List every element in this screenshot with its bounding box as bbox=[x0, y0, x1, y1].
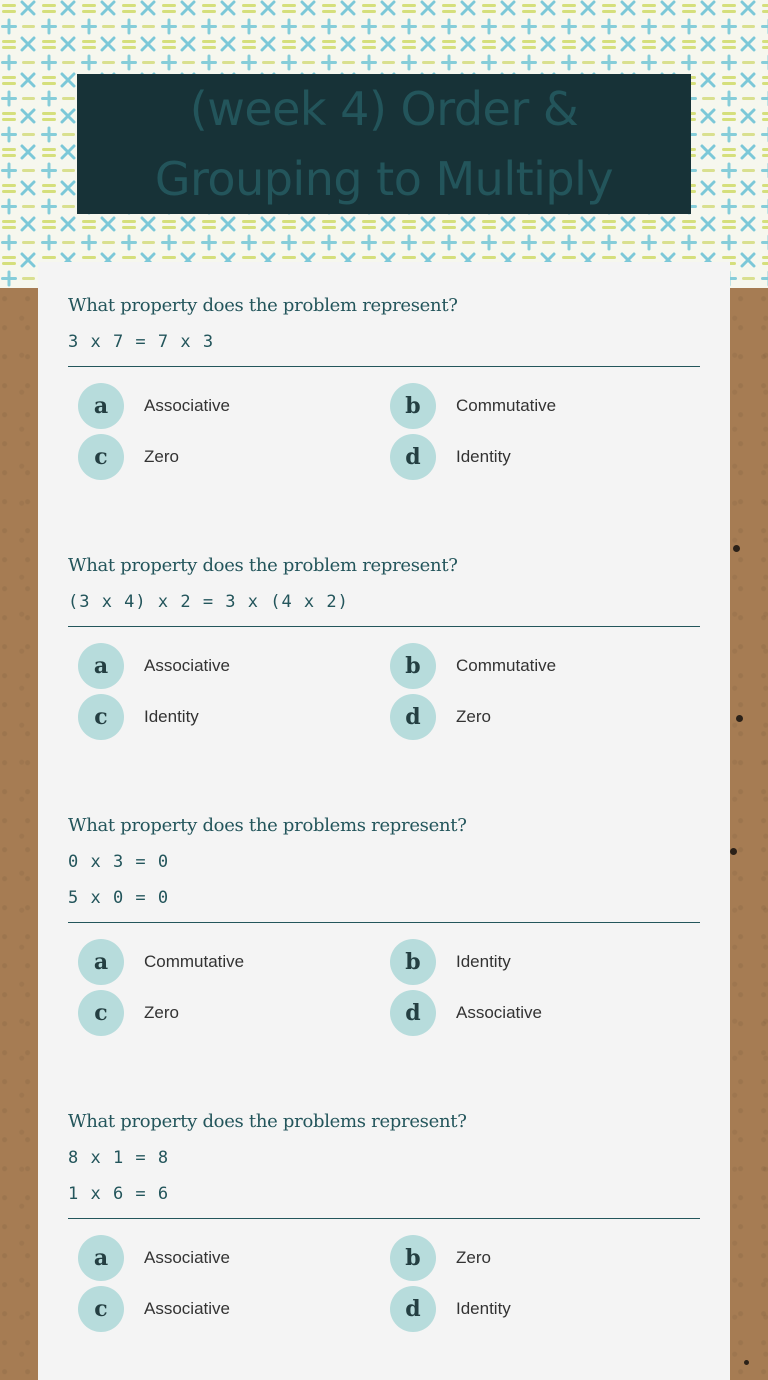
question-prompt: What property does the problems represent? bbox=[68, 815, 467, 836]
answer-option-d[interactable] bbox=[390, 1286, 690, 1332]
question-equation: 8 x 1 = 8 bbox=[68, 1148, 170, 1168]
answer-option-a[interactable] bbox=[78, 383, 378, 429]
answer-text: Associative bbox=[456, 1003, 542, 1022]
answer-letter-bubble: b bbox=[390, 939, 436, 985]
answer-letter-bubble: c bbox=[78, 694, 124, 740]
answer-text: Zero bbox=[456, 707, 491, 726]
answer-option-a[interactable] bbox=[78, 643, 378, 689]
answer-text: Associative bbox=[144, 1299, 230, 1318]
question-1 bbox=[68, 288, 700, 477]
answer-option-c[interactable] bbox=[78, 990, 378, 1036]
answer-text: Identity bbox=[456, 1299, 511, 1318]
answer-letter-bubble: a bbox=[78, 1235, 124, 1281]
answer-text: Commutative bbox=[144, 952, 245, 971]
answer-text: Commutative bbox=[456, 656, 557, 675]
worksheet-title-banner bbox=[77, 74, 691, 214]
question-4 bbox=[68, 1104, 700, 1329]
cork-speck bbox=[736, 715, 743, 722]
answer-letter-bubble: c bbox=[78, 990, 124, 1036]
cork-speck bbox=[730, 848, 737, 855]
question-equation: (3 x 4) x 2 = 3 x (4 x 2) bbox=[68, 592, 349, 612]
answer-letter-bubble: a bbox=[78, 939, 124, 985]
answer-text: Zero bbox=[144, 447, 179, 466]
question-equation: 0 x 3 = 0 bbox=[68, 852, 170, 872]
answer-letter-bubble: d bbox=[390, 990, 436, 1036]
question-3 bbox=[68, 808, 700, 1033]
answer-text: Identity bbox=[456, 952, 511, 971]
answer-option-d[interactable] bbox=[390, 694, 690, 740]
answer-option-d[interactable] bbox=[390, 990, 690, 1036]
answer-text: Zero bbox=[456, 1248, 491, 1267]
cork-speck bbox=[744, 1360, 749, 1365]
answer-letter-bubble: a bbox=[78, 643, 124, 689]
answer-letter-bubble: d bbox=[390, 1286, 436, 1332]
question-equation: 1 x 6 = 6 bbox=[68, 1184, 170, 1204]
answer-option-b[interactable] bbox=[390, 383, 690, 429]
answer-text: Commutative bbox=[456, 396, 557, 415]
answer-letter-bubble: c bbox=[78, 434, 124, 480]
answer-letter-bubble: b bbox=[390, 643, 436, 689]
answer-letter-bubble: b bbox=[390, 383, 436, 429]
answer-choices bbox=[68, 627, 700, 737]
answer-choices bbox=[68, 1219, 700, 1329]
answer-option-b[interactable] bbox=[390, 643, 690, 689]
answer-text: Associative bbox=[144, 396, 230, 415]
answer-text: Identity bbox=[144, 707, 199, 726]
answer-choices bbox=[68, 367, 700, 477]
question-prompt: What property does the problem represent? bbox=[68, 555, 458, 576]
answer-text: Associative bbox=[144, 1248, 230, 1267]
answer-option-d[interactable] bbox=[390, 434, 690, 480]
question-equation: 5 x 0 = 0 bbox=[68, 888, 170, 908]
question-prompt: What property does the problems represent? bbox=[68, 1111, 467, 1132]
answer-option-c[interactable] bbox=[78, 694, 378, 740]
answer-option-b[interactable] bbox=[390, 1235, 690, 1281]
cork-speck bbox=[733, 545, 740, 552]
worksheet-sheet bbox=[38, 262, 730, 1380]
answer-option-a[interactable] bbox=[78, 1235, 378, 1281]
answer-letter-bubble: d bbox=[390, 434, 436, 480]
answer-letter-bubble: b bbox=[390, 1235, 436, 1281]
answer-option-b[interactable] bbox=[390, 939, 690, 985]
question-2 bbox=[68, 548, 700, 737]
answer-text: Identity bbox=[456, 447, 511, 466]
answer-option-c[interactable] bbox=[78, 434, 378, 480]
answer-text: Associative bbox=[144, 656, 230, 675]
answer-letter-bubble: c bbox=[78, 1286, 124, 1332]
answer-text: Zero bbox=[144, 1003, 179, 1022]
answer-letter-bubble: d bbox=[390, 694, 436, 740]
answer-choices bbox=[68, 923, 700, 1033]
answer-option-c[interactable] bbox=[78, 1286, 378, 1332]
answer-letter-bubble: a bbox=[78, 383, 124, 429]
worksheet-title: (week 4) Order & Grouping to Multiply bbox=[154, 82, 614, 206]
question-equation: 3 x 7 = 7 x 3 bbox=[68, 332, 215, 352]
answer-option-a[interactable] bbox=[78, 939, 378, 985]
question-prompt: What property does the problem represent? bbox=[68, 295, 458, 316]
